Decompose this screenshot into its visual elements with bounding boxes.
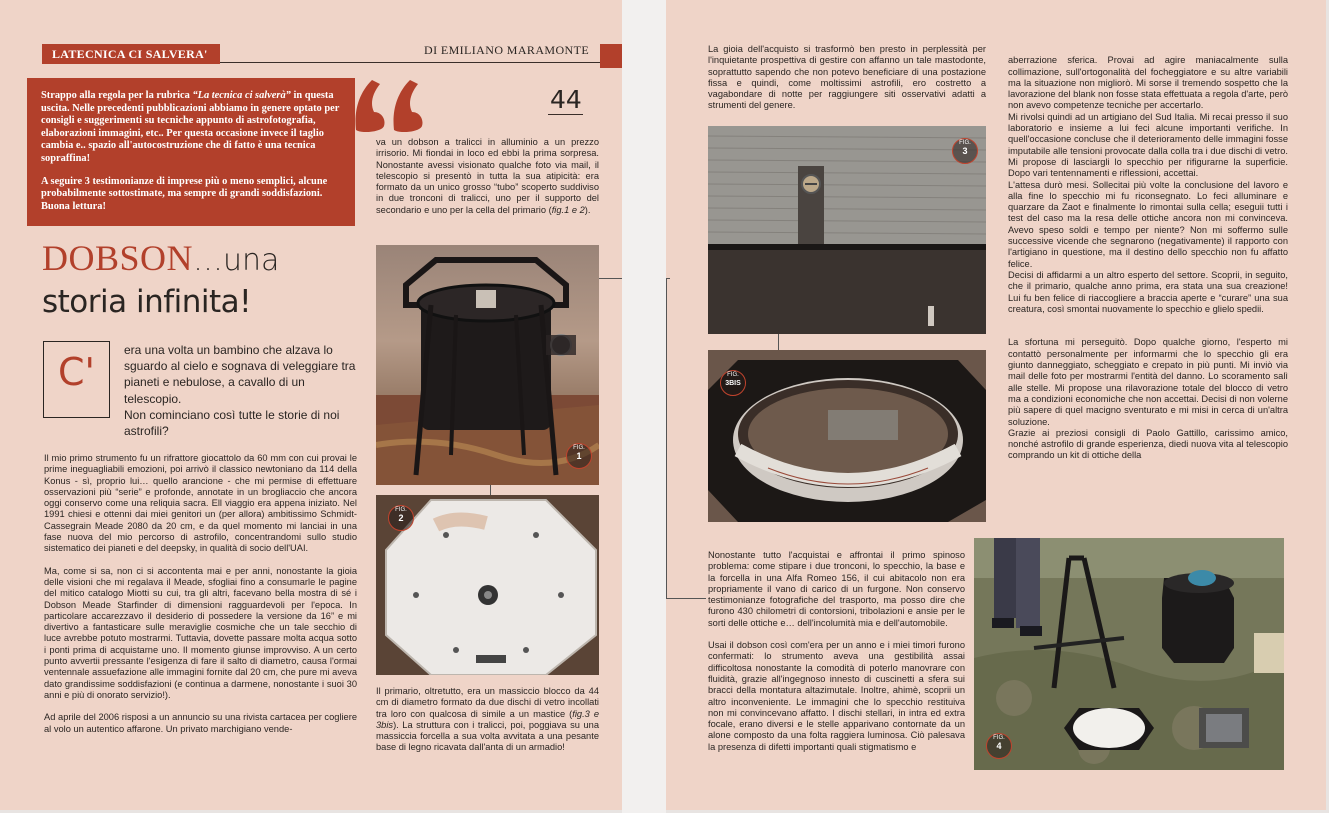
connector-line xyxy=(599,278,622,279)
lead-text xyxy=(124,342,356,439)
intro-box xyxy=(27,78,355,226)
right-page xyxy=(666,0,1326,810)
column-4 xyxy=(1008,44,1288,473)
page-gutter xyxy=(622,0,666,813)
figure-3-photo xyxy=(708,126,986,334)
header-rule xyxy=(220,62,600,63)
page-number: 44 xyxy=(550,85,582,114)
lead-question: Non cominciano così tutte le storie di noi astrofili? xyxy=(124,407,340,439)
left-page xyxy=(0,0,622,810)
col3-bottom-paragraph-1: Nonostante tutto l'acquistai e affrontai il primo spinoso problema: come stipare i due tronconi, lo specchio, la base e la forcella in una Alfa Romeo 156, il cui abitacolo non era propriamente il vano di carico di un furgone. Non conservo testimonianze fotografiche del trasporto, ma posso dire che furono 430 chilometri di contorsioni, tribolazioni e ansie per le sorti delle ottiche e… dell'incolumità mia e dell'automobile. xyxy=(708,550,965,628)
rubric-text: LATECNICA CI SALVERA' xyxy=(52,47,208,61)
author-name: DI EMILIANO MARAMONTE xyxy=(424,43,590,57)
title-rest: …una xyxy=(193,243,280,278)
field-scene-illustration xyxy=(974,538,1284,770)
title-dobson: DOBSON xyxy=(42,238,194,278)
col1-paragraph-1: Il mio primo strumento fu un rifrattore giocattolo da 60 mm con cui provai le prime ineguagliabili emozioni, poi arrivò il classico newtoniano da 114 della Konus - sì, proprio lui… quello arancione - che mi permise di effettuare osservazioni più “serie” e profonde, annotate in un brogliaccio che ancora oggi conservo come una reliquia sacra. Ell viaggio era appena iniziato. Nel 1991 chiesi e ottenni dai miei genitori un (per allora) ambitissimo Schmidt-Cassegrain Meade 2080 da 20 cm, e da quel momento mi lanciai in una fase nuova del mio percorso di astrofilo, concentrandomi sullo studio sistematico dei pianeti e del deepsky, in qualità di socio dell'UAI. xyxy=(44,453,357,554)
figure-3bis-badge: FIG. 3BIS xyxy=(720,370,746,396)
column-2-bottom xyxy=(376,686,599,754)
dropcap-letter: C' xyxy=(58,350,95,394)
figure-4-photo xyxy=(974,538,1284,770)
column-2-top xyxy=(376,137,599,216)
col2-top-paragraph: va un dobson a tralicci in alluminio a un prezzo irrisorio. Mi fiondai in loco ed ebbi la prima sorpresa. Nonostante avessi visionato qualche foto via mail, il telescopio si presentò in tutta la sua atipicità: era formato da un unico grosso “tubo” scoperto suddiviso in due tronconi di tralicci, uno per il supporto del secondario e uno per la cella del primario (fig.1 e 2). xyxy=(376,137,599,215)
dobson-tube-illustration xyxy=(376,245,599,485)
title-line-2: storia infinita! xyxy=(42,284,252,320)
connector-line xyxy=(666,598,706,599)
col1-paragraph-2: Ma, come si sa, non ci si accontenta mai e per anni, nonostante la gioia delle visioni che mi regalava il Meade, sfogliai fino a consumarle le pagine del mitico catalogo Miotti su cui, tra gli altri, facevano bella mostra di sé i Dobson Meade Starfinder di dimensioni ragguardevoli per l'epoca. In particolare accarezzavo il desiderio di possedere la versione da 16” e mi divertivo a fantasticare sulle meraviglie cosmiche che un tale secchio di luce avrebbe potuto mostrarmi. Tuttavia, dovette passare molta acqua sotto i ponti prima di acquistarne uno. Il momento giunse improvviso. A un certo punto avvertii pressante l'esigenza di fare il salto di diametro, causa l'ormai ventennale assuefazione alle immagini fornite dal 20 cm, che pure mi aveva dato grandissime soddisfazioni (e continua a darmene, nonostante i suoi 30 anni e più di onorato servizio!). xyxy=(44,565,357,700)
col2-bottom-paragraph: Il primario, oltretutto, era un massiccio blocco da 44 cm di diametro formato da due dischi di vetro incollati tra loro con qualcosa di simile a un mastice (fig.3 e 3bis). La struttura con i tralicci, poi, poggiava su una massiccia forcella a sua volta avvitata a una pesante base di legno ricavata dall'anta di un armadio! xyxy=(376,686,599,753)
col3-top-paragraph: La gioia dell'acquisto si trasformò ben presto in perplessità per l'inquietante prospettiva di gestire con affanno un tale mastodonte, soprattutto sapendo che non potevo beneficiare di una postazione fissa e quindi, come moltissimi astrofili, ero costretto a vagabondare di notte per raggiungere siti osservativi adatti a strumenti del genere. xyxy=(708,44,986,111)
col3-bottom-paragraph-2: Usai il dobson così com'era per un anno e i miei timori furono confermati: lo strumento aveva una gestibilità assai difficoltosa nonostante la comodità di poterlo manovrare con fluidità, grazie all'ingegnoso innesto di cuscinetti a sfera sui bracci della montatura altazimutale. Inoltre, ahimè, scoprii un altro inconveniente. Le immagini che lo specchio restituiva non mi convincevano affatto. I dischi stellari, in intra ed extra focale, erano diversi e le stelle apparivano contornate da un alone composto da una folta raggiera luminosa. Ciò palesava la presenza di difetti importanti quali stigmatismo e xyxy=(708,640,965,752)
mirror-edge-illustration xyxy=(708,126,986,334)
header-right-tab xyxy=(600,44,622,68)
lead-paragraph: era una volta un bambino che alzava lo sguardo al cielo e sognava di veleggiare tra pianeti e nebulose, a cavallo di un telescopio. xyxy=(124,343,356,406)
quote-marks-icon xyxy=(352,72,432,132)
intro-paragraph-1: Strappo alla regola per la rubrica “La tecnica ci salverà” in questa uscita. Nelle precedenti pubblicazioni abbiamo in genere optato per consigli e suggerimenti su tecniche appunto di astrofotografia, elaborazioni immagini, etc.. Per questa occasione invece il taglio cambia e.. spazio all'autocostruzione che di fatto è una tecnica sopraffina! xyxy=(41,90,340,164)
figure-3-badge: FIG. 3 xyxy=(952,138,978,164)
col4-paragraph-2: La sfortuna mi perseguitò. Dopo qualche giorno, l'esperto mi contattò personalmente per informarmi che lo specchio gli era giunto danneggiato, scheggiato e crepato in più punti. Mi inviò via mail delle foto per mostrarmi l'entità del danno. Lo scoramento salì alle stelle. Mi propose una rilavorazione totale del blocco di vetro ma a condizioni economiche che non accettai. Decisi di non volerne più sapere di quel macigno sventurato e mi misi in cerca di un'altra soluzione. Grazie ai preziosi consigli di Paolo Gattillo, carissimo amico, nonché astrofilo di grande esperienza, diedi nuova vita al telescopio comprando un kit di ottiche della xyxy=(1008,337,1288,461)
connector-line xyxy=(490,485,491,495)
column-1 xyxy=(44,453,357,735)
connector-line xyxy=(778,334,779,350)
figure-3bis-photo xyxy=(708,350,986,522)
col4-paragraph-1: aberrazione sferica. Provai ad agire maniacalmente sulla collimazione, sull'ortogonalità del focheggiatore e su altre variabili ma la situazione non migliorò. Mi sorse il tremendo sospetto che la lavorazione del blank non fosse stata effettuata a regola d'arte, però non avevo competenze tecniche per accertarlo. Mi rivolsi quindi ad un artigiano del Sud Italia. Mi recai presso il suo laboratorio e insieme a lui feci alcune importanti verifiche. In quell'occasione concluse che il deterioramento delle immagini fosse imputabile alle tensioni provocate dalla colla tra i due dischi di vetro. Mi propose di lasciargli lo specchio per rifigurarne la superficie. Dopo vari tentennamenti e riflessioni, accettai. L'attesa durò mesi. Sollecitai più volte la conclusione del lavoro e alla fine lo specchio mi fu riconsegnato. Lo feci alluminare e quarzare da Zaot e finalmente lo rimontai sulla cella; eseguii tutti i test del caso ma la resa delle ottiche ancora non mi convinceva. Avevo speso soldi e tempo per niente? Non mi soffermo sulle successive vicende che segnarono (negativamente) il rapporto con l'artigiano in questione, ma il destino dello specchio non fu affatto felice. Decisi di affidarmi a un altro esperto del settore. Scoprii, in seguito, che il primario, qualche anno prima, era stata una sua creazione! Lui fu ben felice di riaccogliere a braccia aperte e “curare” una sua creatura, così smontai nuovamente lo specchio e glielo spedii. xyxy=(1008,55,1288,314)
figure-2-badge: FIG. 2 xyxy=(388,505,414,531)
intro-paragraph-2: A seguire 3 testimonianze di imprese più o meno semplici, alcune probabilmente sottostimate, ma sempre di grandi soddisfazioni. Buona lettura! xyxy=(41,175,328,212)
page-number-underline xyxy=(548,114,583,115)
figure-4-badge: FIG. 4 xyxy=(986,733,1012,759)
article-title xyxy=(42,238,372,323)
figure-1-photo xyxy=(376,245,599,485)
col1-paragraph-3: Ad aprile del 2006 risposi a un annuncio su una rivista cartacea per cogliere al volo un autentico affarone. Un privato marchigiano vende- xyxy=(44,712,357,734)
connector-line xyxy=(666,278,667,598)
column-3-top xyxy=(708,44,986,112)
column-3-bottom xyxy=(708,550,965,753)
mirror-top-illustration xyxy=(708,350,986,522)
figure-1-badge: FIG. 1 xyxy=(566,443,592,469)
